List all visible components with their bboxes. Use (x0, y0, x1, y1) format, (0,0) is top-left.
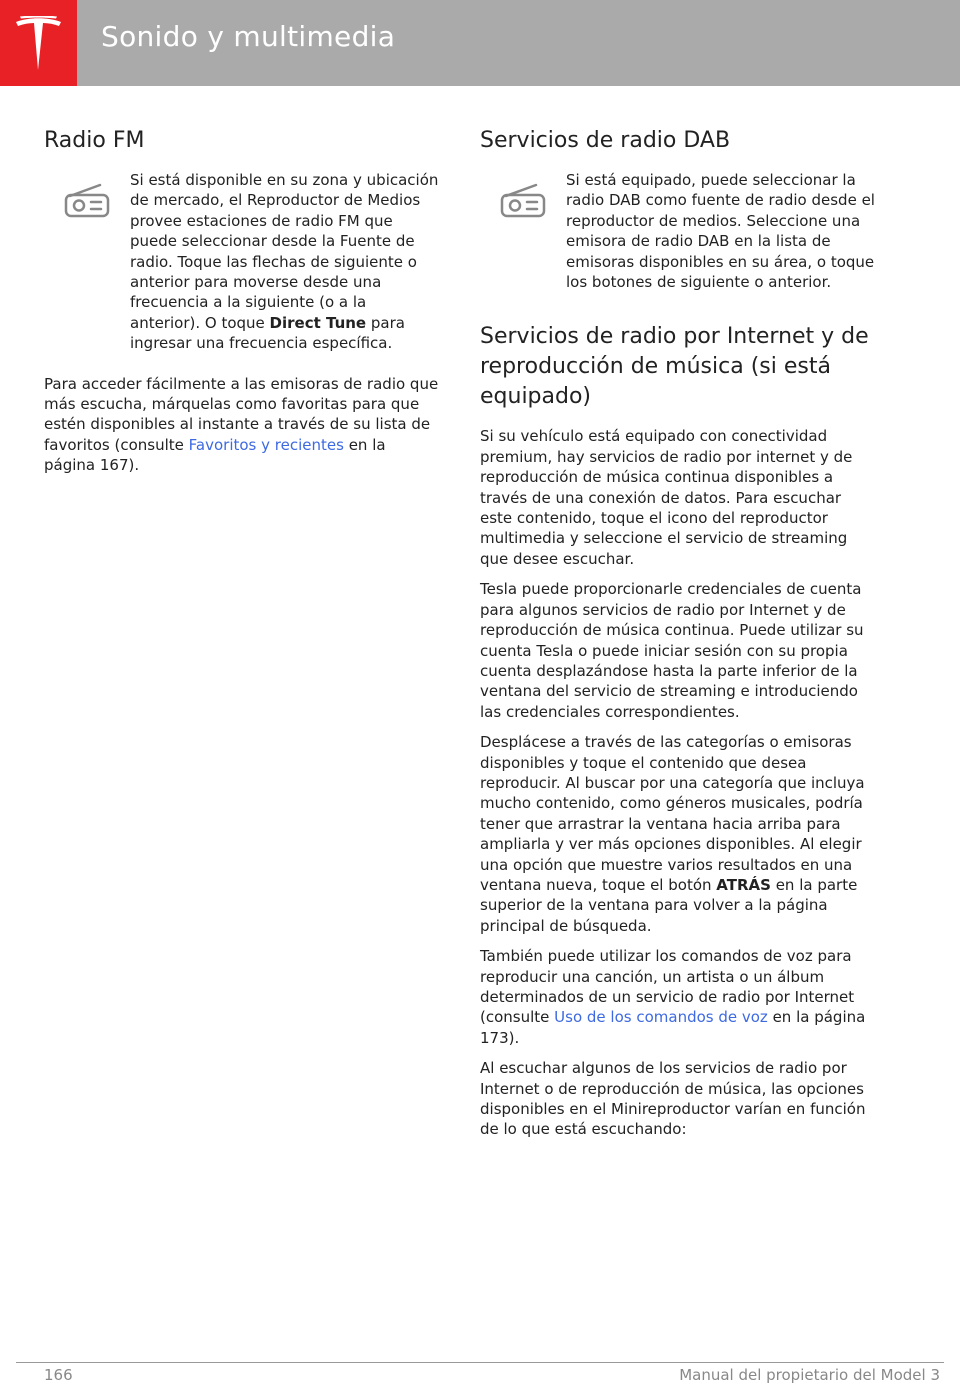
page-title: Sonido y multimedia (101, 20, 396, 53)
paragraph-4: También puede utilizar los comandos de voz para reproducir una canción, un artista o un álbum determinados de un servicio de radio por Internet (consulte Uso de los comandos de voz en la página 173). (480, 947, 866, 1047)
note-dab (480, 170, 875, 292)
note-text: Si está disponible en su zona y ubicación de mercado, el Reproductor de Medios provee estaciones de radio FM que puede seleccionar desde la Fuente de radio. Toque las flechas de siguiente o anterior para moverse desde una frecuencia a la siguiente (o a la anterior). O toque Direct Tune para ingresar una frecuencia específica. (130, 171, 439, 353)
link-favoritos[interactable]: Favoritos y recientes (188, 435, 344, 454)
link-comandos-voz[interactable]: Uso de los comandos de voz (554, 1008, 768, 1027)
note-radio-fm (44, 170, 439, 354)
radio-icon (500, 182, 548, 218)
tesla-logo (0, 0, 77, 86)
page-number: 166 (44, 1366, 73, 1384)
radio-icon (64, 182, 112, 218)
paragraph-5: Al escuchar algunos de los servicios de radio por Internet o de reproducción de música, las opciones disponibles en el Minireproductor varían en función de lo que está escuchando: (480, 1059, 866, 1139)
paragraph-3: Desplácese a través de las categorías o emisoras disponibles y toque el contenido que desea reproducir. Al buscar por una categoría que incluya mucho contenido, como géneros musicales, podría tener que arrastrar la ventana hacia arriba para ampliarla y ver más opciones disponibles. Al elegir una opción que muestre varios resultados en una ventana nueva, toque el botón ATRÁS en la parte superior de la ventana para volver a la página principal de búsqueda. (480, 733, 865, 935)
left-column (44, 126, 439, 486)
footer-divider (16, 1362, 944, 1363)
page-header (0, 0, 960, 86)
paragraph-1: Si su vehículo está equipado con conectividad premium, hay servicios de radio por internet y de reproducción de música continua disponibles a través de una conexión de datos. Para escuchar este contenido, toque el icono del reproductor multimedia y seleccione el servicio de streaming que desee escuchar. (480, 427, 853, 568)
right-column (480, 126, 875, 1150)
atras-label: ATRÁS (716, 875, 771, 894)
direct-tune-label: Direct Tune (269, 313, 367, 332)
heading-radio-fm: Radio FM (44, 128, 145, 153)
paragraph-2: Tesla puede proporcionarle credenciales de cuenta para algunos servicios de radio por Internet y de reproducción de música continua. Puede utilizar su cuenta Tesla o puede iniciar sesión con su propia cuenta desplazándose hasta la parte inferior de la ventana del servicio de streaming e introduciendo las credenciales correspondientes. (480, 580, 864, 721)
note-text: Si está equipado, puede seleccionar la radio DAB como fuente de radio desde el reproductor de medios. Seleccione una emisora de radio DAB en la lista de emisoras disponibles en su área, o toque los botones de siguiente o anterior. (566, 171, 875, 292)
heading-internet-radio: Servicios de radio por Internet y de reproducción de música (si está equipado) (480, 324, 869, 410)
favorites-paragraph: Para acceder fácilmente a las emisoras de radio que más escucha, márquelas como favoritas para que estén disponibles al instante a través de su lista de favoritos (consulte Favoritos y recientes en la página 167). (44, 374, 439, 475)
tesla-t-icon (14, 16, 63, 72)
heading-dab: Servicios de radio DAB (480, 128, 731, 153)
footer-manual-title: Manual del propietario del Model 3 (679, 1366, 940, 1384)
